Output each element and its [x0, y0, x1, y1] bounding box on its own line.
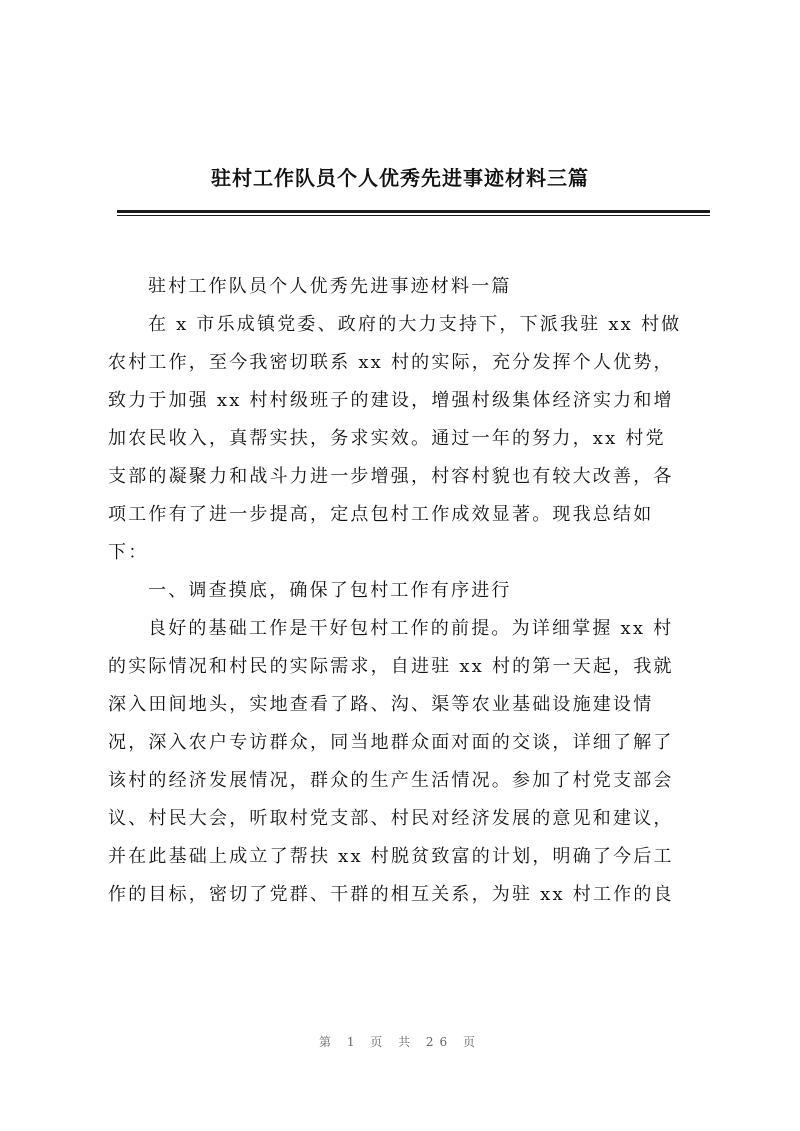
body-line: 加农民收入，真帮实扶，务求实效。通过一年的努力，xx 村党 — [108, 428, 666, 449]
body-line: 该村的经济发展情况，群众的生产生活情况。参加了村党支部会 — [108, 770, 674, 791]
body-line: 致力于加强 xx 村村级班子的建设，增强村级集体经济实力和增 — [108, 390, 674, 411]
title-rule-thin — [117, 215, 710, 216]
document-title: 驻村工作队员个人优秀先进事迹材料三篇 — [211, 166, 589, 190]
body-line: 并在此基础上成立了帮扶 xx 村脱贫致富的计划，明确了今后工 — [108, 846, 674, 867]
title-rule-thick — [117, 210, 710, 213]
body-line: 深入田间地头，实地查看了路、沟、渠等农业基础设施建设情 — [108, 694, 654, 715]
document-body — [108, 268, 698, 914]
body-line: 一、调查摸底，确保了包村工作有序进行 — [148, 580, 512, 601]
body-line: 的实际情况和村民的实际需求，自进驻 xx 村的第一天起，我就 — [108, 656, 674, 677]
page-footer: 第 1 页 共 26 页 — [319, 1035, 481, 1049]
body-line: 支部的凝聚力和战斗力进一步增强，村容村貌也有较大改善，各 — [108, 466, 674, 487]
body-line: 在 x 市乐成镇党委、政府的大力支持下，下派我驻 xx 村做 — [148, 314, 682, 335]
body-line: 下： — [108, 542, 149, 563]
body-line: 驻村工作队员个人优秀先进事迹材料一篇 — [148, 276, 512, 297]
body-line: 良好的基础工作是干好包村工作的前提。为详细掌握 xx 村 — [148, 618, 674, 639]
body-line: 农村工作，至今我密切联系 xx 村的实际，充分发挥个人优势， — [108, 352, 674, 373]
body-line: 况，深入农户专访群众，同当地群众面对面的交谈，详细了解了 — [108, 732, 674, 753]
body-line: 作的目标，密切了党群、干群的相互关系，为驻 xx 村工作的良 — [108, 884, 674, 905]
body-line: 项工作有了进一步提高，定点包村工作成效显著。现我总结如 — [108, 504, 654, 525]
body-line: 议、村民大会，听取村党支部、村民对经济发展的意见和建议， — [108, 808, 674, 829]
